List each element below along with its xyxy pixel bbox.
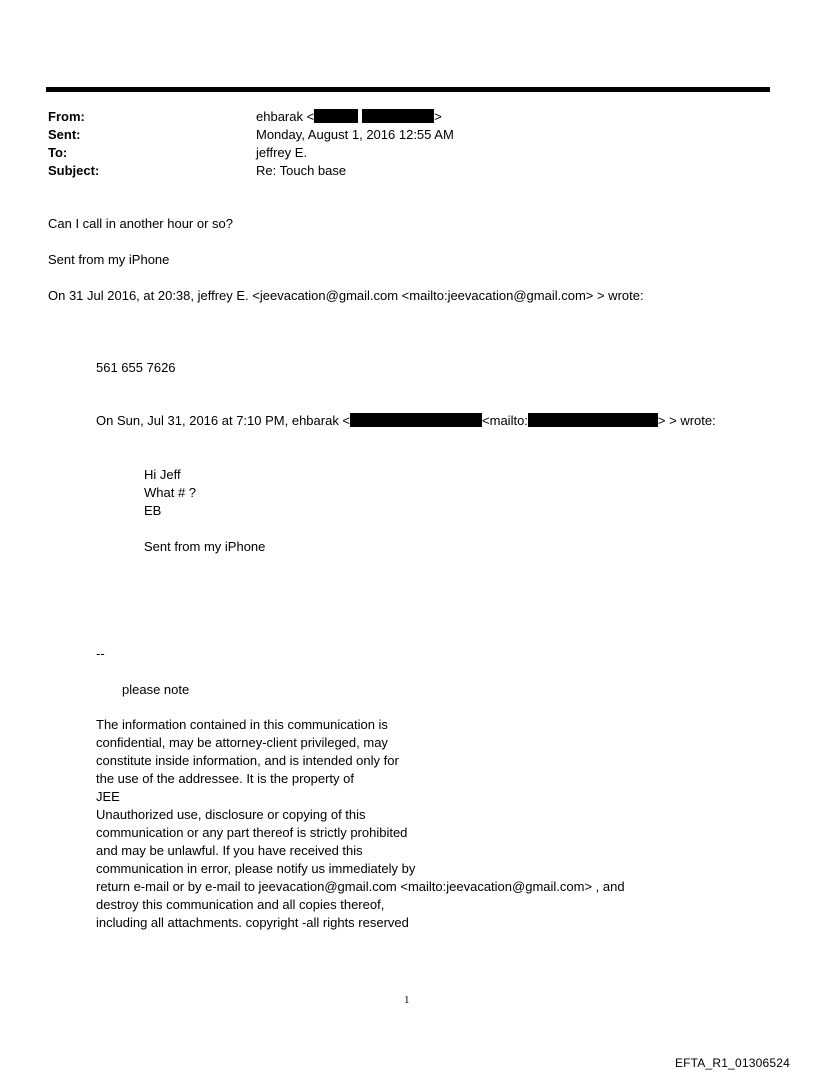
bates-number: EFTA_R1_01306524: [674, 1056, 790, 1070]
disclaimer-line: The information contained in this communication is: [96, 717, 388, 732]
to-label: To:: [48, 145, 68, 160]
disclaimer-line: Unauthorized use, disclosure or copying of this: [96, 807, 366, 822]
signature: Sent from my iPhone: [48, 252, 170, 267]
disclaimer-line: constitute inside information, and is intended only for: [96, 753, 399, 768]
subject-value: Re: Touch base: [256, 163, 347, 178]
redaction-box: [350, 413, 482, 427]
redaction-box: [528, 413, 658, 427]
from-label: From:: [48, 109, 85, 124]
redaction-box: [362, 109, 434, 123]
email-header: [48, 108, 768, 180]
quote2-suffix: > > wrote:: [657, 413, 716, 428]
subject-row: [48, 162, 768, 180]
reply-text: Can I call in another hour or so?: [48, 216, 233, 231]
quote1-intro: On 31 Jul 2016, at 20:38, jeffrey E. <jeevacation@gmail.com <mailto:jeevacation@gmail.com> > wrote:: [48, 288, 644, 303]
disclaimer-line: communication or any part thereof is strictly prohibited: [96, 825, 408, 840]
disclaimer-line: JEE: [96, 789, 120, 804]
phone-number: 561 655 7626: [96, 360, 176, 375]
quote2-mailto: <mailto:: [482, 413, 528, 428]
from-value: [256, 108, 768, 126]
greeting-line: EB: [144, 503, 162, 518]
greeting-line: Hi Jeff: [144, 467, 181, 482]
quote2-prefix: On Sun, Jul 31, 2016 at 7:10 PM, ehbarak <: [96, 413, 351, 428]
sent-row: [48, 126, 768, 144]
disclaimer-line: destroy this communication and all copies thereof,: [96, 897, 385, 912]
disclaimer-line: return e-mail or by e-mail to jeevacation@gmail.com <mailto:jeevacation@gmail.com> , and: [96, 879, 625, 894]
disclaimer-line: and may be unlawful. If you have received this: [96, 843, 363, 858]
quote2-intro: [96, 412, 716, 430]
sent-value: Monday, August 1, 2016 12:55 AM: [256, 127, 454, 142]
sent-label: Sent:: [48, 127, 81, 142]
to-row: [48, 144, 768, 162]
disclaimer-line: including all attachments. copyright -all rights reserved: [96, 915, 409, 930]
to-value: jeffrey E.: [256, 145, 308, 160]
inner-signature: Sent from my iPhone: [144, 539, 266, 554]
from-row: [48, 108, 768, 126]
redaction-box: [314, 109, 358, 123]
from-name: ehbarak <: [256, 109, 315, 124]
greeting-block: [144, 466, 196, 520]
please-note: please note: [122, 682, 190, 697]
disclaimer-line: the use of the addressee. It is the property of: [96, 771, 354, 786]
subject-label: Subject:: [48, 163, 100, 178]
disclaimer-line: communication in error, please notify us immediately by: [96, 861, 416, 876]
disclaimer: [96, 716, 625, 932]
header-rule: [46, 87, 770, 92]
from-close: >: [434, 109, 442, 124]
disclaimer-line: confidential, may be attorney-client privileged, may: [96, 735, 388, 750]
page-number: 1: [404, 994, 410, 1006]
signature-separator: --: [96, 646, 105, 661]
greeting-line: What # ?: [144, 485, 197, 500]
